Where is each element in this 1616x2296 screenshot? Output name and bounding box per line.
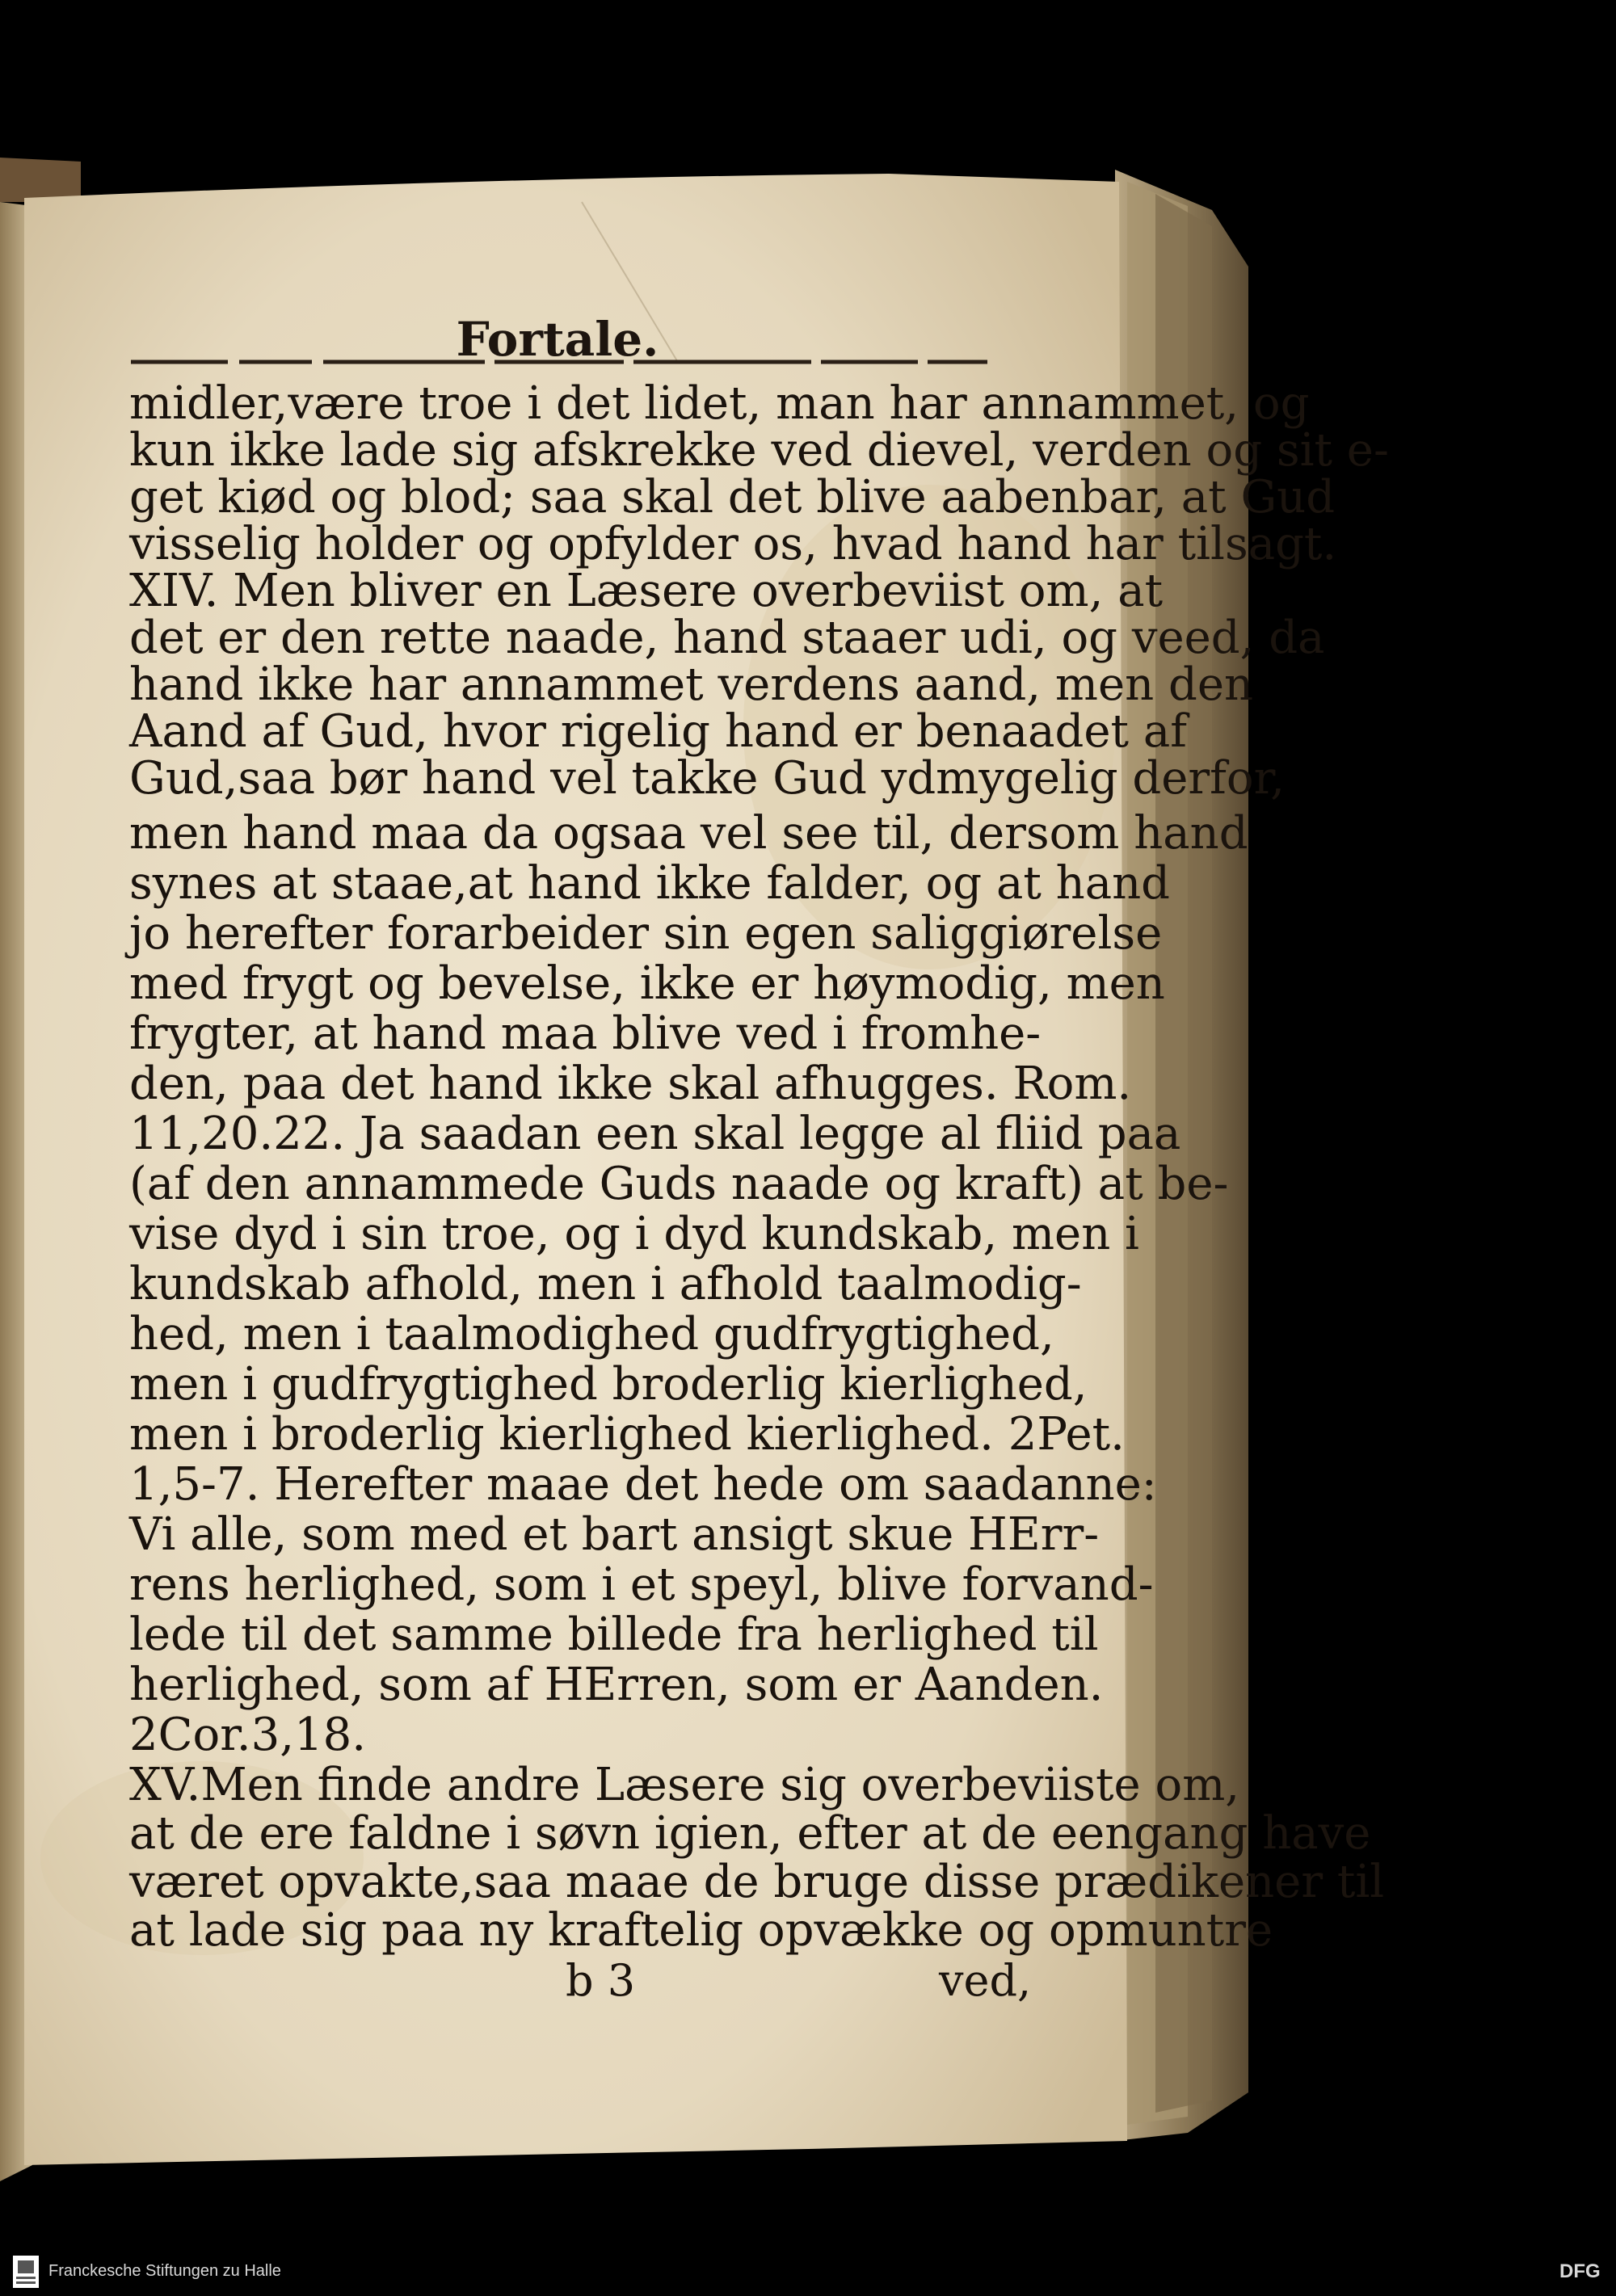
text-line: jo herefter forarbeider sin egen saliggiørelse (129, 907, 1163, 960)
signature-mark: b 3 (566, 1955, 636, 2006)
text-line: hed, men i taalmodighed gudfrygtighed, (129, 1308, 1054, 1360)
catchword: ved, (939, 1955, 1032, 2006)
text-line: Vi alle, som med et bart ansigt skue HErr- (129, 1508, 1100, 1561)
text-line: 11,20.22. Ja saadan een skal legge al fliid paa (129, 1108, 1181, 1160)
text-line: vise dyd i sin troe, og i dyd kundskab, men i (129, 1208, 1139, 1260)
text-line: Aand af Gud, hvor rigelig hand er benaadet af (129, 705, 1187, 758)
text-line: men i gudfrygtighed broderlig kierlighed, (129, 1358, 1088, 1411)
text-line: kun ikke lade sig afskrekke ved dievel, verden og sit e- (129, 424, 1389, 477)
text-line: at lade sig paa ny kraftelig opvække og opmuntre (129, 1904, 1273, 1957)
text-line: (af den annammede Guds naade og kraft) at be- (129, 1158, 1229, 1210)
text-line: med frygt og bevelse, ikke er høymodig, men (129, 957, 1165, 1010)
library-logo-icon (11, 2254, 40, 2290)
text-line: Gud,saa bør hand vel takke Gud ydmygelig derfor, (129, 752, 1285, 805)
text-line: men hand maa da ogsaa vel see til, dersom hand (129, 807, 1248, 860)
text-line: XV.Men finde andre Læsere sig overbeviiste om, (129, 1759, 1240, 1811)
text-line: men i broderlig kierlighed kierlighed. 2Pet. (129, 1408, 1125, 1461)
library-name: Franckesche Stiftungen zu Halle (48, 2262, 281, 2280)
text-line: midler,være troe i det lidet, man har annammet, og (129, 377, 1310, 430)
text-line: at de ere faldne i søvn igien, efter at de eengang have (129, 1807, 1371, 1860)
text-line: XIV. Men bliver en Læsere overbeviist om, at (129, 565, 1164, 617)
running-header: Fortale. (456, 312, 659, 367)
dfg-logo: DFG (1559, 2260, 1601, 2282)
text-line: rens herlighed, som i et speyl, blive forvand- (129, 1558, 1154, 1611)
text-line: været opvakte,saa maae de bruge disse prædikener til (129, 1856, 1385, 1908)
text-line: visselig holder og opfylder os, hvad hand har tilsagt. (129, 518, 1337, 570)
text-line: 1,5-7. Herefter maae det hede om saadanne: (129, 1458, 1157, 1511)
text-line: 2Cor.3,18. (129, 1709, 367, 1761)
text-line: hand ikke har annammet verdens aand, men den (129, 658, 1254, 711)
text-line: herlighed, som af HErren, som er Aanden. (129, 1659, 1104, 1711)
text-line: den, paa det hand ikke skal afhugges. Rom. (129, 1058, 1132, 1110)
text-line: frygter, at hand maa blive ved i fromhe- (129, 1007, 1042, 1060)
text-line: get kiød og blod; saa skal det blive aabenbar, at Gud (129, 471, 1336, 524)
text-line: lede til det samme billede fra herlighed til (129, 1608, 1099, 1661)
text-line: det er den rette naade, hand staaer udi, og veed, da (129, 612, 1325, 664)
text-line: synes at staae,at hand ikke falder, og at hand (129, 857, 1170, 910)
text-line: kundskab afhold, men i afhold taalmodig- (129, 1258, 1082, 1310)
